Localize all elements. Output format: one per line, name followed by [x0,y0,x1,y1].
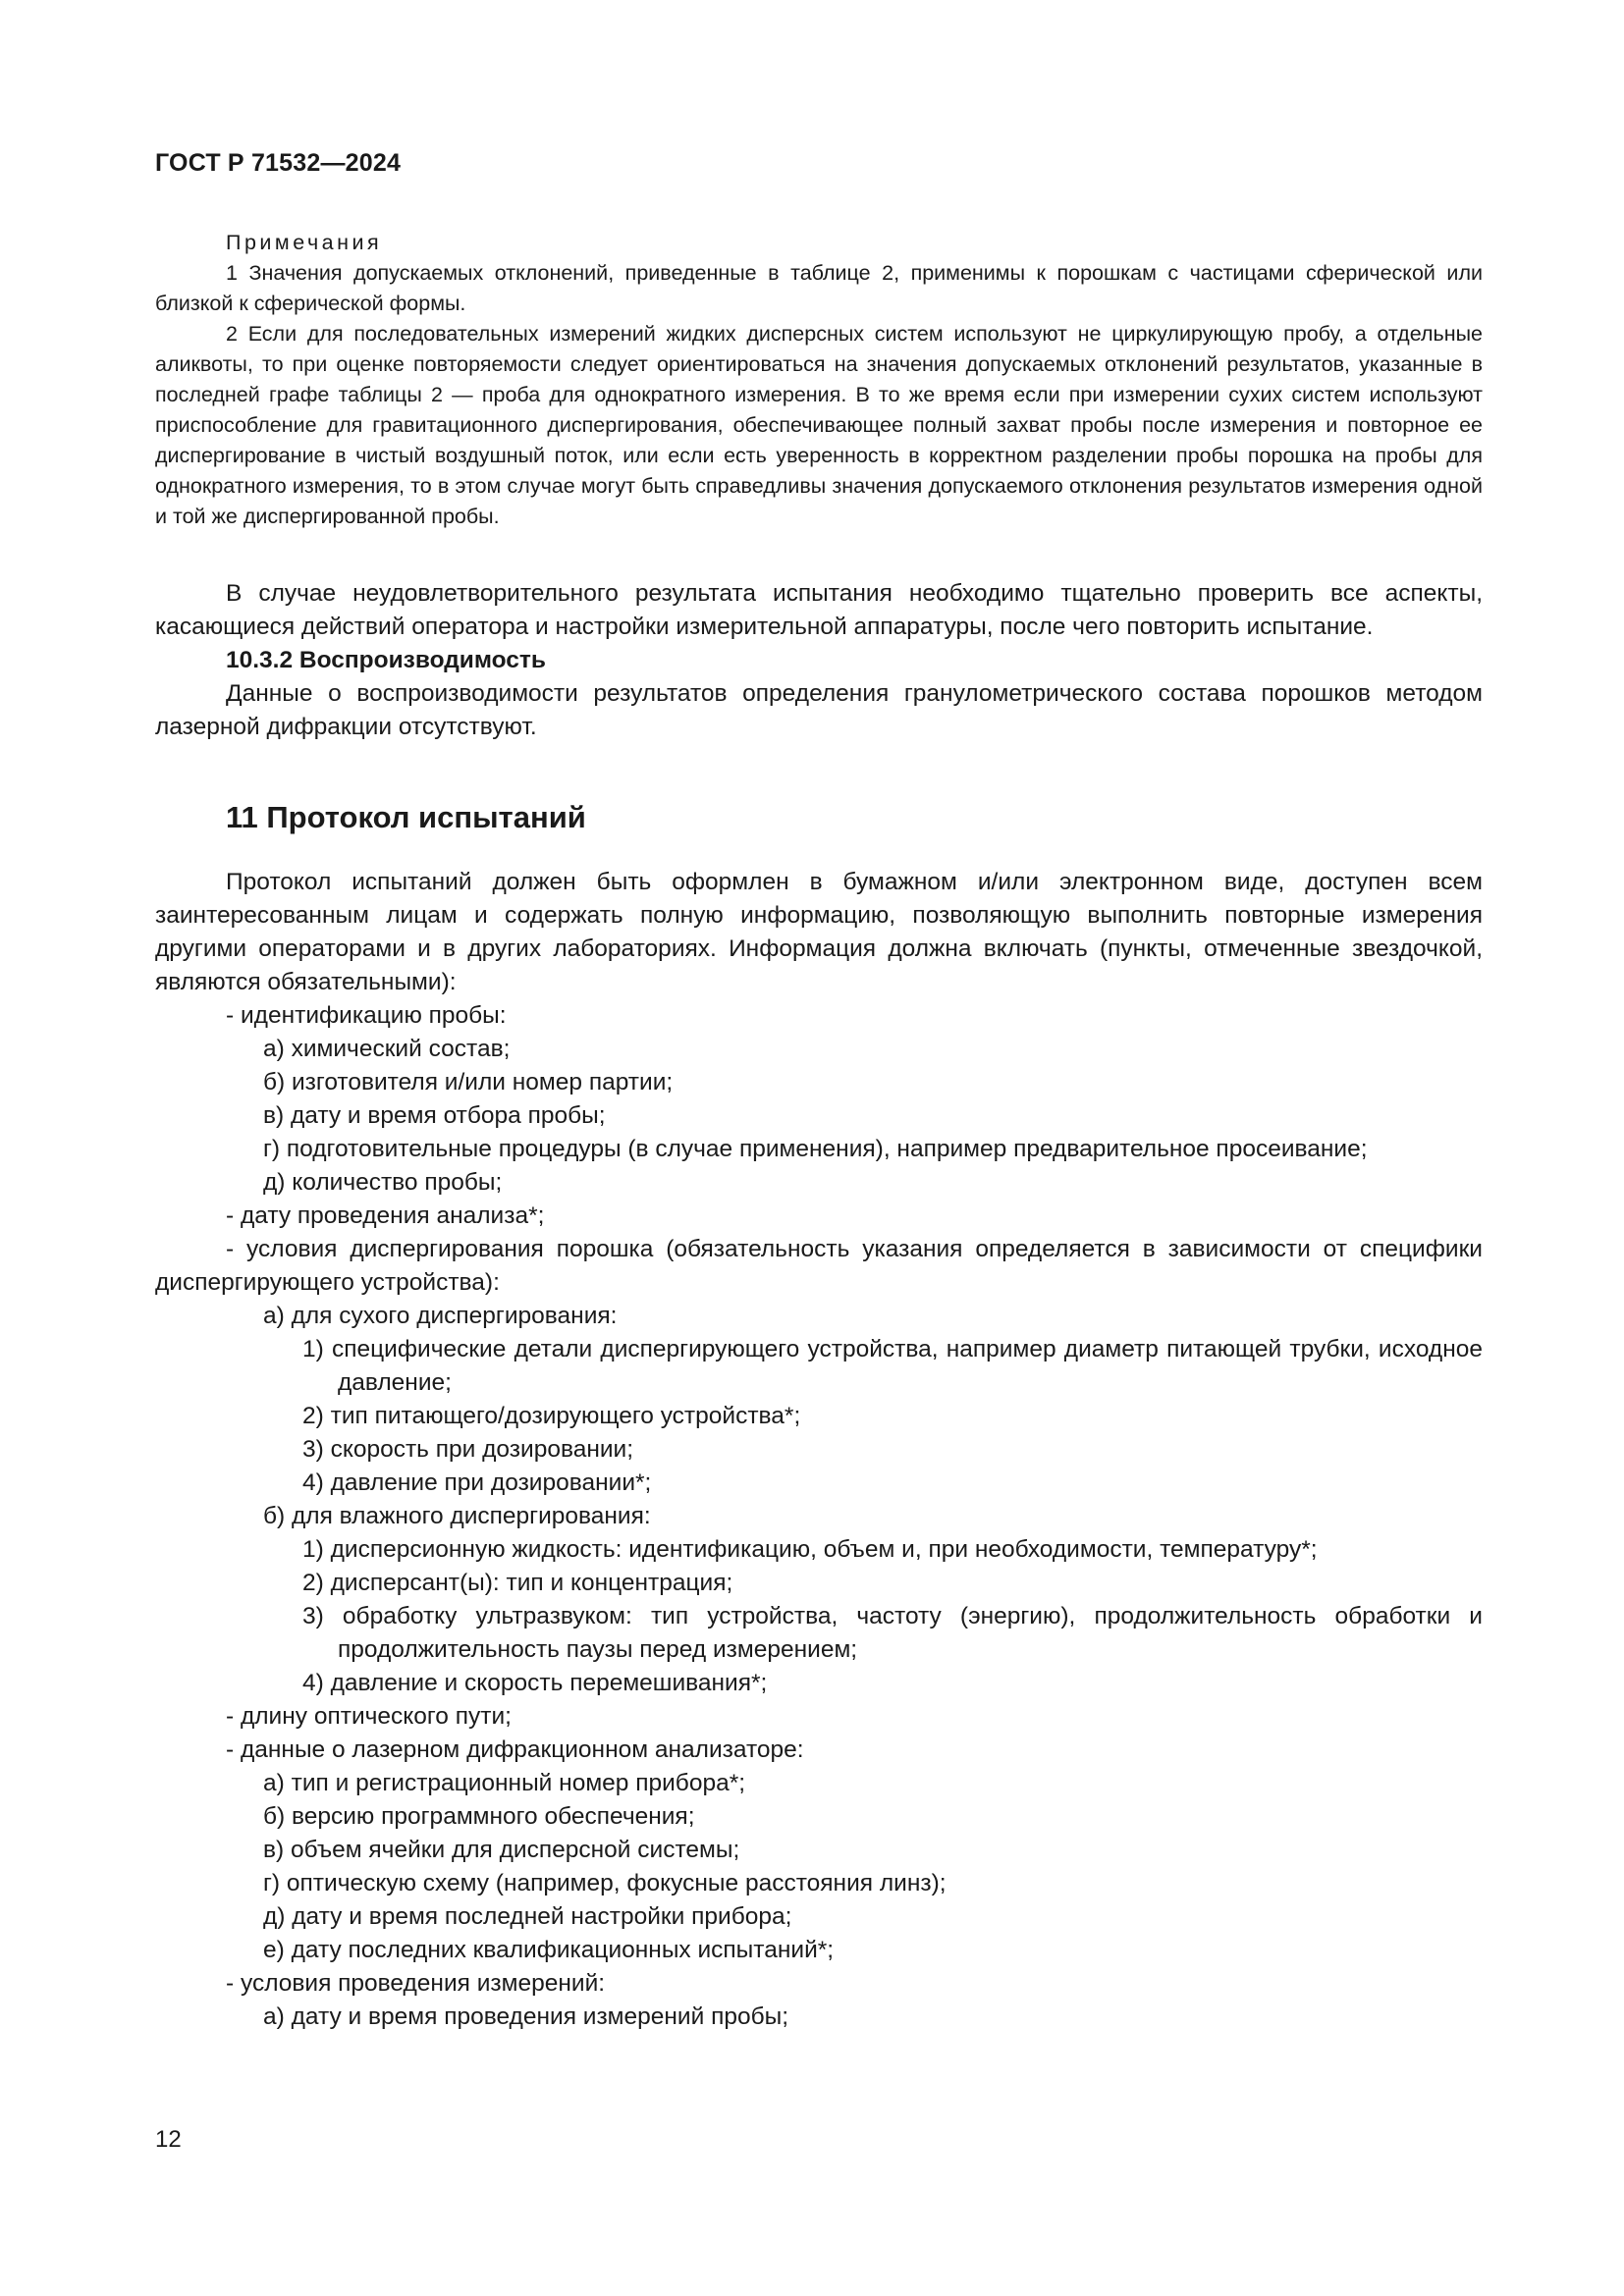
document-header: ГОСТ Р 71532—2024 [155,149,402,177]
protocol-list [155,999,1483,2034]
list-item: - данные о лазерном дифракционном анализаторе: [226,1736,804,1763]
list-item: 1) специфические детали диспергирующего устройства, например диаметр питающей трубки, исходное давление; [302,1336,1483,1396]
list-item: в) дату и время отбора пробы; [263,1102,606,1129]
list-item: 3) обработку ультразвуком: тип устройства, частоту (энергию), продолжительность обработки и продолжительность паузы перед измерением; [302,1603,1483,1663]
list-item: б) для влажного диспергирования: [263,1503,651,1529]
list-item: а) дату и время проведения измерений пробы; [263,2003,789,2030]
list-item: в) объем ячейки для дисперсной системы; [263,1837,740,1863]
paragraph-protocol: Протокол испытаний должен быть оформлен в бумажном и/или электронном виде, доступен всем заинтересованным лицам и содержать полную информацию, позволяющую выполнить повторные измерения другими операторами и в других лабораториях. Информация должна включать (пункты, отмеченные звездочкой, являются обязательными): [155,869,1483,995]
main-content [155,577,1483,2034]
list-item: а) тип и регистрационный номер прибора*; [263,1770,746,1796]
list-item: - условия диспергирования порошка (обязательность указания определяется в зависимости от специфики диспергирующего устройства): [155,1236,1483,1296]
list-item: - дату проведения анализа*; [226,1202,545,1229]
list-item: 2) тип питающего/дозирующего устройства*; [302,1403,801,1429]
list-item: - условия проведения измерений: [226,1970,606,1997]
page-number: 12 [155,2126,182,2153]
paragraph-reproducibility: Данные о воспроизводимости результатов определения гранулометрического состава порошков методом лазерной дифракции отсутствуют. [155,680,1483,740]
list-item: б) версию программного обеспечения; [263,1803,695,1830]
list-item: а) химический состав; [263,1036,511,1062]
paragraph-unsatisfactory: В случае неудовлетворительного результата испытания необходимо тщательно проверить все аспекты, касающиеся действий оператора и настройки измерительной аппаратуры, после чего повторить испытание. [155,580,1483,640]
list-item: 1) дисперсионную жидкость: идентификацию, объем и, при необходимости, температуру*; [302,1536,1318,1563]
list-item: 2) дисперсант(ы): тип и концентрация; [302,1570,733,1596]
list-item: г) оптическую схему (например, фокусные расстояния линз); [263,1870,947,1896]
list-item: 3) скорость при дозировании; [302,1436,634,1463]
document-page [155,0,1483,2296]
list-item: а) для сухого диспергирования: [263,1303,618,1329]
list-item: 4) давление и скорость перемешивания*; [302,1670,768,1696]
list-item: б) изготовителя и/или номер партии; [263,1069,674,1095]
list-item: д) количество пробы; [263,1169,503,1196]
note-item: 2 Если для последовательных измерений жидких дисперсных систем используют не циркулирующую пробу, а отдельные аликвоты, то при оценке повторяемости следует ориентироваться на значения допускаемых отклонений результатов, указанные в последней графе таблицы 2 — проба для однократного измерения. В то же время если при измерении сухих систем используют приспособление для гравитационного диспергирования, обеспечивающее полный захват пробы после измерения и повторное ее диспергирование в чистый воздушный поток, или если есть уверенность в корректном разделении пробы порошка на пробы для однократного измерения, то в этом случае могут быть справедливы значения допускаемого отклонения результатов измерения одной и той же диспергированной пробы. [155,322,1483,528]
subsection-title: 10.3.2 Воспроизводимость [226,647,546,673]
list-item: 4) давление при дозировании*; [302,1469,652,1496]
list-item: - длину оптического пути; [226,1703,512,1730]
note-item: 1 Значения допускаемых отклонений, приведенные в таблице 2, применимы к порошкам с частицами сферической или близкой к сферической формы. [155,261,1483,315]
notes-block [155,228,1483,532]
notes-title: Примечания [226,231,383,254]
list-item: е) дату последних квалификационных испытаний*; [263,1937,835,1963]
section-title: 11 Протокол испытаний [226,800,586,834]
list-item: - идентификацию пробы: [226,1002,507,1029]
list-item: д) дату и время последней настройки прибора; [263,1903,792,1930]
list-item: г) подготовительные процедуры (в случае применения), например предварительное просеивание; [263,1136,1368,1162]
